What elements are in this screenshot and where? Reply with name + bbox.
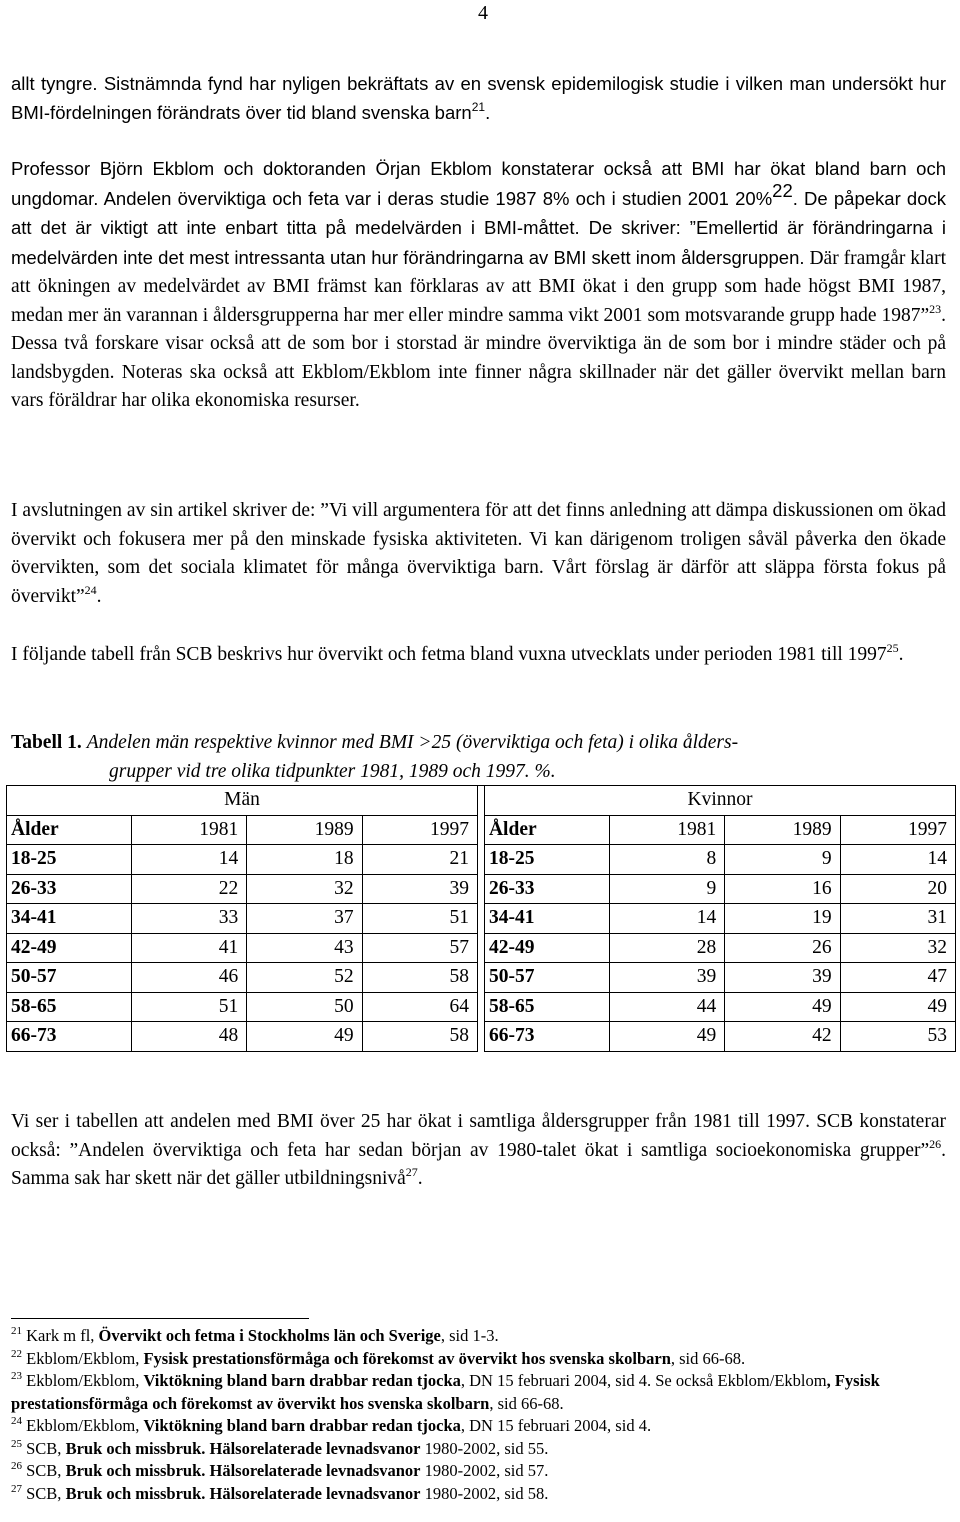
footnote-author: SCB, xyxy=(26,1483,66,1503)
table-caption-continuation: grupper vid tre olika tidpunkter 1981, 1989 och 1997. %. xyxy=(109,761,556,782)
age-cell-women: 58-65 xyxy=(484,992,609,1022)
header-age-men: Ålder xyxy=(7,815,132,845)
table-row xyxy=(7,904,956,934)
value-cell-women: 14 xyxy=(840,845,955,875)
header-age-women: Ålder xyxy=(484,815,609,845)
age-cell-women: 42-49 xyxy=(484,933,609,963)
header-year-1981-women: 1981 xyxy=(609,815,724,845)
footnote-ref-26: 26 xyxy=(929,1136,942,1151)
footnote-author: SCB, xyxy=(26,1461,66,1480)
age-cell-women: 50-57 xyxy=(484,963,609,993)
footnote-number: 23 xyxy=(11,1370,22,1382)
column-gap xyxy=(477,904,484,934)
value-cell-men: 41 xyxy=(131,933,246,963)
footnote-22 xyxy=(11,1348,946,1371)
age-cell-men: 34-41 xyxy=(7,904,132,934)
table-header-row xyxy=(7,815,956,845)
footnote-author: SCB, xyxy=(26,1438,66,1458)
paragraph-4 xyxy=(11,641,946,670)
age-cell-women: 34-41 xyxy=(484,904,609,934)
paragraph-4-end: . xyxy=(898,644,904,665)
value-cell-women: 16 xyxy=(725,874,840,904)
footnote-ref-23: 23 xyxy=(929,301,942,316)
footnote-author: Ekblom/Ekblom, xyxy=(26,1348,144,1368)
footnote-source-2: , sid 66-68. xyxy=(489,1393,564,1413)
group-header-men: Män xyxy=(7,786,478,816)
footnote-source: , sid 1-3. xyxy=(440,1326,499,1345)
value-cell-men: 58 xyxy=(362,963,477,993)
value-cell-men: 32 xyxy=(247,874,362,904)
page-number: 4 xyxy=(478,2,488,24)
age-cell-men: 50-57 xyxy=(7,963,132,993)
footnote-title: Bruk och missbruk. Hälsorelaterade levnadsvanor xyxy=(65,1438,421,1458)
footnote-divider xyxy=(11,1318,309,1319)
table-row xyxy=(7,963,956,993)
age-cell-men: 58-65 xyxy=(7,992,132,1022)
column-gap xyxy=(477,874,484,904)
value-cell-women: 47 xyxy=(840,963,955,993)
table-row xyxy=(7,933,956,963)
value-cell-men: 51 xyxy=(362,904,477,934)
footnote-ref-25: 25 xyxy=(886,641,899,655)
bmi-table xyxy=(6,785,956,1052)
value-cell-women: 32 xyxy=(840,933,955,963)
age-cell-women: 66-73 xyxy=(484,1022,609,1052)
paragraph-1-end: . xyxy=(485,101,491,123)
value-cell-women: 49 xyxy=(609,1022,724,1052)
column-gap xyxy=(477,933,484,963)
paragraph-2-text-c: Där framgår klart att ökningen av medelvärdet av BMI främst kan förklaras av att BMI ökat i den grupp som hade högst BMI 1987, medan mer än varannan i åldersgrupperna har mer eller mindre samma vikt 2001 som motsvarande grupp hade 1987” xyxy=(11,247,946,326)
column-gap xyxy=(477,845,484,875)
footnote-title: Fysisk prestationsförmåga och förekomst av övervikt hos svenska skolbarn xyxy=(143,1348,671,1368)
value-cell-men: 39 xyxy=(362,874,477,904)
value-cell-men: 52 xyxy=(247,963,362,993)
footnote-title: Övervikt och fetma i Stockholms län och Sverige xyxy=(98,1326,441,1345)
value-cell-men: 51 xyxy=(131,992,246,1022)
table-caption-label: Tabell 1. xyxy=(11,732,82,753)
value-cell-men: 64 xyxy=(362,992,477,1022)
age-cell-women: 26-33 xyxy=(484,874,609,904)
footnote-source: , sid 66-68. xyxy=(670,1348,746,1368)
paragraph-2-text-b: . De påpekar dock att det är viktigt att inte enbart titta på medelvärden i BMI-måttet. De skriver: ”Emellertid är förändringarna i medelvärden inte det mest intressanta utan hur förändringarna av BMI skett inom åldersgruppen. xyxy=(11,187,946,268)
table-row xyxy=(7,1022,956,1052)
age-cell-women: 18-25 xyxy=(484,845,609,875)
paragraph-5-end: . xyxy=(417,1168,423,1189)
value-cell-women: 19 xyxy=(725,904,840,934)
table-caption-text: Andelen män respektive kvinnor med BMI >25 (överviktiga och feta) i olika ålders- xyxy=(86,732,739,753)
paragraph-3-text: I avslutningen av sin artikel skriver de: ”Vi vill argumentera för att det finns anledning att dämpa diskussionen om ökad övervikt och fokusera mer på den minskade fysiska aktiviteten. Vi kan därigenom troligen såväl påverka den ökade övervikten, som det sociala klimatet för många överviktiga barn. Vårt förslag är därför att släppa första fokus på övervikt” xyxy=(11,500,946,607)
footnote-title: Viktökning bland barn drabbar redan tjocka xyxy=(143,1416,461,1435)
value-cell-women: 39 xyxy=(725,963,840,993)
value-cell-women: 28 xyxy=(609,933,724,963)
value-cell-men: 48 xyxy=(131,1022,246,1052)
footnote-author: Kark m fl, xyxy=(26,1326,99,1345)
value-cell-men: 49 xyxy=(247,1022,362,1052)
age-cell-men: 18-25 xyxy=(7,845,132,875)
footnote-source: 1980-2002, sid 57. xyxy=(420,1461,549,1480)
footnote-number: 21 xyxy=(11,1325,22,1337)
footnote-ref-21: 21 xyxy=(471,99,486,114)
footnote-number: 27 xyxy=(11,1482,22,1495)
value-cell-women: 42 xyxy=(725,1022,840,1052)
column-gap xyxy=(477,786,484,816)
footnote-source: , DN 15 februari 2004, sid 4. Se också Ekblom/Ekblom xyxy=(460,1371,827,1390)
footnote-24 xyxy=(11,1415,946,1438)
header-year-1997-women: 1997 xyxy=(840,815,955,845)
footnote-source: , DN 15 februari 2004, sid 4. xyxy=(460,1416,652,1435)
footnote-title: Viktökning bland barn drabbar redan tjocka xyxy=(143,1371,461,1390)
value-cell-women: 31 xyxy=(840,904,955,934)
paragraph-2-text-a: Professor Björn Ekblom och doktoranden Örjan Ekblom konstaterar också att BMI har ökat bland barn och ungdomar. Andelen överviktiga och feta var i deras studie 1987 8% och i studien 2001 20% xyxy=(11,158,946,209)
value-cell-women: 44 xyxy=(609,992,724,1022)
header-year-1997-men: 1997 xyxy=(362,815,477,845)
paragraph-5-text-b: . Samma sak har skett när det gäller utbildningsnivå xyxy=(11,1139,946,1189)
value-cell-women: 9 xyxy=(609,874,724,904)
paragraph-4-text: I följande tabell från SCB beskrivs hur övervikt och fetma bland vuxna utvecklats under perioden 1981 till 1997 xyxy=(11,644,887,665)
value-cell-women: 49 xyxy=(725,992,840,1022)
age-cell-men: 66-73 xyxy=(7,1022,132,1052)
value-cell-men: 58 xyxy=(362,1022,477,1052)
value-cell-women: 26 xyxy=(725,933,840,963)
paragraph-1-text: allt tyngre. Sistnämnda fynd har nyligen bekräftats av en svensk epidemilogisk studie i vilken man undersökt hur BMI-fördelningen förändrats över tid bland svenska barn xyxy=(11,73,946,123)
footnote-source: 1980-2002, sid 55. xyxy=(420,1438,549,1458)
footnote-ref-22: 22 xyxy=(772,179,793,201)
paragraph-5 xyxy=(11,1108,946,1194)
value-cell-men: 43 xyxy=(247,933,362,963)
value-cell-men: 46 xyxy=(131,963,246,993)
value-cell-men: 18 xyxy=(247,845,362,875)
footnote-number: 24 xyxy=(11,1415,22,1427)
header-year-1989-women: 1989 xyxy=(725,815,840,845)
footnote-21 xyxy=(11,1325,946,1348)
header-year-1989-men: 1989 xyxy=(247,815,362,845)
table-row xyxy=(7,874,956,904)
value-cell-men: 33 xyxy=(131,904,246,934)
value-cell-men: 21 xyxy=(362,845,477,875)
footnote-author: Ekblom/Ekblom, xyxy=(26,1371,144,1390)
column-gap xyxy=(477,1022,484,1052)
table-row xyxy=(7,845,956,875)
value-cell-men: 57 xyxy=(362,933,477,963)
column-gap xyxy=(477,815,484,845)
value-cell-women: 8 xyxy=(609,845,724,875)
footnote-number: 22 xyxy=(11,1347,22,1360)
footnote-title: Bruk och missbruk. Hälsorelaterade levnadsvanor xyxy=(65,1461,421,1480)
table-row xyxy=(7,992,956,1022)
paragraph-2 xyxy=(11,155,946,416)
footnote-ref-27: 27 xyxy=(405,1165,418,1179)
value-cell-women: 14 xyxy=(609,904,724,934)
value-cell-women: 49 xyxy=(840,992,955,1022)
value-cell-women: 9 xyxy=(725,845,840,875)
footnote-27 xyxy=(11,1483,946,1506)
footnote-author: Ekblom/Ekblom, xyxy=(26,1416,144,1435)
table-caption xyxy=(11,728,946,786)
table-group-header-row xyxy=(7,786,956,816)
value-cell-women: 39 xyxy=(609,963,724,993)
value-cell-men: 37 xyxy=(247,904,362,934)
paragraph-3-end: . xyxy=(96,585,102,607)
footnote-title-2: , Fysisk prestationsförmåga och förekomst av övervikt hos svenska skolbarn xyxy=(11,1371,880,1413)
age-cell-men: 26-33 xyxy=(7,874,132,904)
footnote-number: 25 xyxy=(11,1437,22,1450)
paragraph-5-text-a: Vi ser i tabellen att andelen med BMI över 25 har ökat i samtliga åldersgrupper från 1981 till 1997. SCB konstaterar också: ”Andelen överviktiga och feta har sedan början av 1980-talet ökat i samtliga socioekonomiska grupper” xyxy=(11,1111,946,1161)
value-cell-men: 22 xyxy=(131,874,246,904)
footnote-26 xyxy=(11,1460,946,1483)
value-cell-women: 20 xyxy=(840,874,955,904)
value-cell-men: 50 xyxy=(247,992,362,1022)
value-cell-women: 53 xyxy=(840,1022,955,1052)
footnote-title: Bruk och missbruk. Hälsorelaterade levnadsvanor xyxy=(65,1483,421,1503)
footnote-source: 1980-2002, sid 58. xyxy=(420,1483,549,1503)
footnotes xyxy=(11,1325,946,1505)
age-cell-men: 42-49 xyxy=(7,933,132,963)
value-cell-men: 14 xyxy=(131,845,246,875)
group-header-women: Kvinnor xyxy=(484,786,955,816)
paragraph-2-text-d: . Dessa två forskare visar också att de som bor i storstad är mindre överviktiga än de som bor i mindre städer och på landsbygden. Noteras ska också att Ekblom/Ekblom inte finner några skillnader när det gäller övervikt mellan barn vars föräldrar har olika ekonomiska resurser. xyxy=(11,304,946,411)
paragraph-1 xyxy=(11,70,946,127)
paragraph-3 xyxy=(11,497,946,611)
footnote-23 xyxy=(11,1370,946,1415)
footnote-ref-24: 24 xyxy=(84,582,97,597)
footnote-25 xyxy=(11,1438,946,1461)
header-year-1981-men: 1981 xyxy=(131,815,246,845)
column-gap xyxy=(477,992,484,1022)
footnote-number: 26 xyxy=(11,1460,22,1472)
column-gap xyxy=(477,963,484,993)
